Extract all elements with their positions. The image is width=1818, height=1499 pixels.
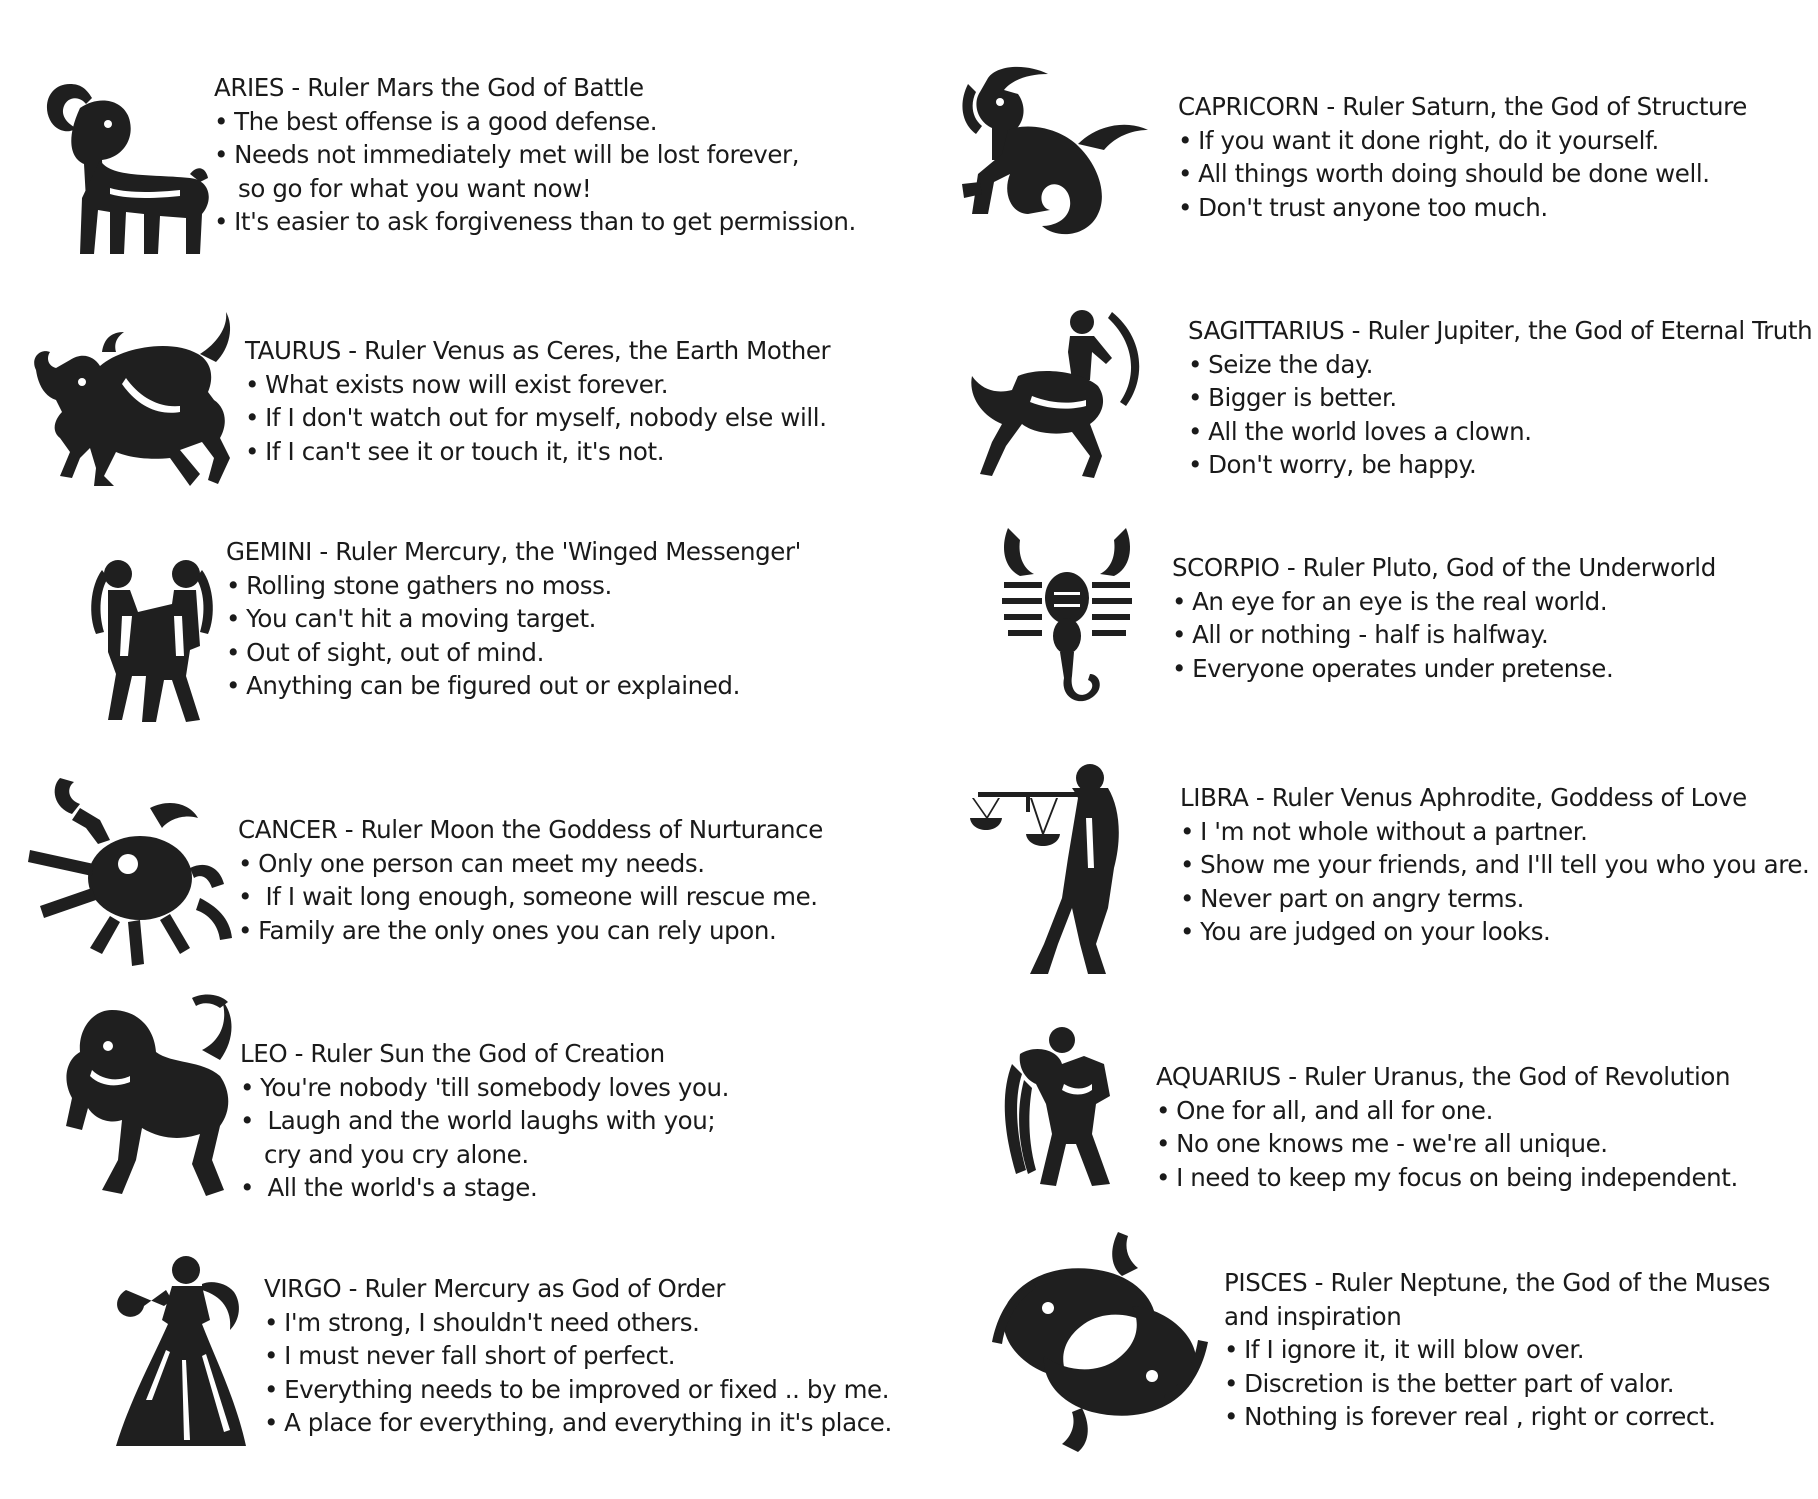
bullet-line: • All the world loves a clown. (1188, 416, 1532, 446)
bullet-line: • Everyone operates under pretense. (1172, 653, 1614, 683)
bullet-line: • Laugh and the world laughs with you; (240, 1106, 716, 1135)
bullet-line: • Don't worry, be happy. (1188, 450, 1477, 479)
bullet-line: • Don't trust anyone too much. (1178, 192, 1548, 222)
bullet-line: • Rolling stone gathers no moss. (226, 570, 612, 600)
bullet-line: • Everything needs to be improved or fixed .. by me. (264, 1374, 890, 1404)
sign-heading: AQUARIUS - Ruler Uranus, the God of Revolution (1156, 1062, 1731, 1091)
bullet-line: • You can't hit a moving target. (226, 604, 597, 633)
lion-icon (52, 990, 242, 1208)
crab-icon (20, 768, 240, 982)
sign-heading: LEO - Ruler Sun the God of Creation (240, 1039, 665, 1068)
sign-heading: CANCER - Ruler Moon the Goddess of Nurturance (238, 815, 823, 844)
bullet-line: • It's easier to ask forgiveness than to get permission. (214, 207, 856, 236)
bullet-line: • If I wait long enough, someone will rescue me. (238, 882, 818, 911)
bullet-line: • Out of sight, out of mind. (226, 637, 544, 667)
bullet-line: • The best offense is a good defense. (214, 106, 658, 136)
bullet-line: • Anything can be figured out or explained. (226, 671, 740, 700)
bullet-line: • Needs not immediately met will be lost forever, (214, 140, 800, 169)
sign-heading: LIBRA - Ruler Venus Aphrodite, Goddess of Love (1180, 783, 1747, 812)
sign-heading: PISCES - Ruler Neptune, the God of the Muses (1224, 1268, 1770, 1297)
bullet-line: • I need to keep my focus on being independent. (1156, 1162, 1738, 1192)
bullet-line: • One for all, and all for one. (1156, 1095, 1493, 1125)
bullet-line: • Never part on angry terms. (1180, 883, 1525, 913)
bullet-line: • I must never fall short of perfect. (264, 1341, 676, 1370)
bullet-line: • No one knows me - we're all unique. (1156, 1129, 1608, 1158)
continuation-line: cry and you cry alone. (264, 1139, 529, 1169)
bullet-line: • All the world's a stage. (240, 1173, 538, 1202)
sign-heading: CAPRICORN - Ruler Saturn, the God of Structure (1178, 92, 1747, 121)
bullet-line: • If I don't watch out for myself, nobody else will. (245, 403, 827, 432)
bullet-line: • Discretion is the better part of valor. (1224, 1368, 1675, 1398)
continuation-line: so go for what you want now! (238, 173, 592, 203)
bullet-line: • You are judged on your looks. (1180, 917, 1551, 946)
bullet-line: • All things worth doing should be done well. (1178, 159, 1710, 188)
sign-heading: TAURUS - Ruler Venus as Ceres, the Earth Mother (245, 336, 831, 365)
bullet-line: • An eye for an eye is the real world. (1172, 586, 1608, 616)
sign-heading: GEMINI - Ruler Mercury, the 'Winged Messenger' (226, 537, 801, 566)
sign-heading: SCORPIO - Ruler Pluto, God of the Underworld (1172, 553, 1716, 582)
bullet-line: • Only one person can meet my needs. (238, 848, 705, 878)
bullet-line: • What exists now will exist forever. (245, 369, 669, 399)
bullet-line: • You're nobody 'till somebody loves you. (240, 1072, 730, 1102)
bullet-line: • Family are the only ones you can rely upon. (238, 915, 777, 945)
bullet-line: • I'm strong, I shouldn't need others. (264, 1307, 700, 1337)
ram-icon (40, 78, 215, 256)
twins-icon (82, 556, 222, 724)
sign-heading: SAGITTARIUS - Ruler Jupiter, the God of Eternal Truth (1188, 316, 1813, 345)
continuation-line: and inspiration (1224, 1301, 1402, 1331)
bullet-line: • If I ignore it, it will blow over. (1224, 1335, 1585, 1364)
bullet-line: • Nothing is forever real , right or correct. (1224, 1402, 1716, 1431)
sign-heading: ARIES - Ruler Mars the God of Battle (214, 73, 644, 102)
bullet-line: • Seize the day. (1188, 349, 1373, 379)
maiden-icon (106, 1250, 262, 1450)
archer-icon (962, 306, 1162, 482)
bullet-line: • If you want it done right, do it yourself. (1178, 125, 1659, 155)
bullet-line: • A place for everything, and everything in it's place. (264, 1408, 892, 1437)
scorpion-icon (1000, 528, 1134, 714)
scales-icon (968, 758, 1138, 978)
water-bearer-icon (1000, 1024, 1128, 1188)
bullet-line: • I 'm not whole without a partner. (1180, 816, 1588, 846)
bullet-line: • If I can't see it or touch it, it's not. (245, 436, 665, 466)
sea-goat-icon (958, 64, 1164, 248)
bullet-line: • Show me your friends, and I'll tell you who you are. (1180, 850, 1810, 879)
bullet-line: • All or nothing - half is halfway. (1172, 620, 1549, 649)
sign-heading: VIRGO - Ruler Mercury as God of Order (264, 1274, 726, 1303)
bull-icon (30, 308, 240, 490)
fish-icon (988, 1232, 1212, 1452)
bullet-line: • Bigger is better. (1188, 383, 1397, 412)
